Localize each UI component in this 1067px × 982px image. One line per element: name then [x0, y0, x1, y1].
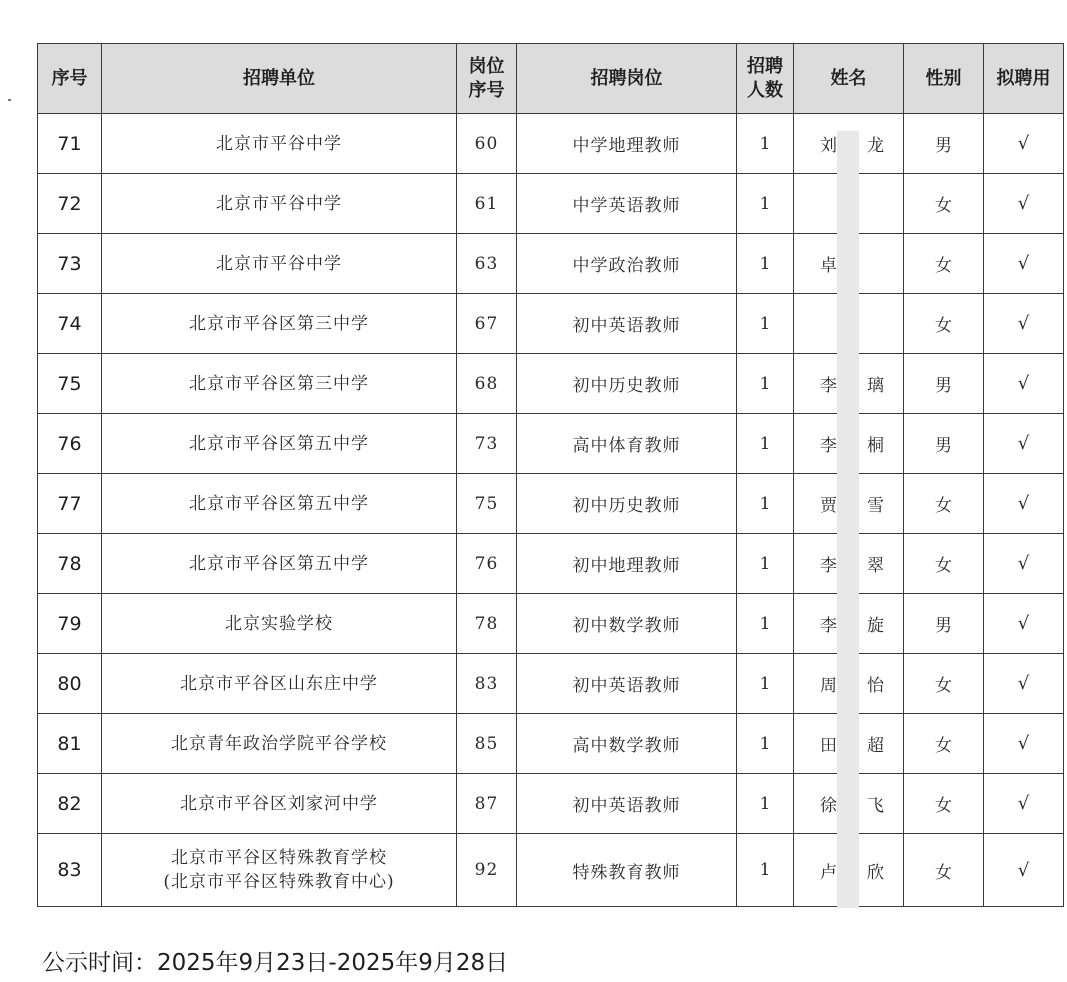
- seq-cell: 73: [38, 234, 102, 294]
- name-last: 欣: [867, 862, 884, 883]
- table-row: [38, 474, 1064, 534]
- position-number-cell: 67: [457, 294, 517, 354]
- gender-cell: 女: [904, 534, 984, 594]
- table-row: [38, 834, 1064, 907]
- name-first: 李: [820, 376, 837, 396]
- position-title-cell: 初中英语教师: [517, 654, 737, 714]
- check-mark: √: [984, 534, 1064, 594]
- gender-cell: 男: [904, 354, 984, 414]
- unit-cell: 北京市平谷区第五中学: [102, 534, 457, 594]
- table-header: [38, 44, 1064, 114]
- hire-count-cell: 1: [737, 354, 794, 414]
- header-proposed-hire: 拟聘用: [984, 44, 1064, 114]
- seq-cell: 80: [38, 654, 102, 714]
- unit-cell: 北京市平谷区刘家河中学: [102, 774, 457, 834]
- check-mark: √: [984, 474, 1064, 534]
- hire-count-cell: 1: [737, 774, 794, 834]
- position-number-cell: 73: [457, 414, 517, 474]
- position-number-cell: 78: [457, 594, 517, 654]
- unit-cell: 北京市平谷区第三中学: [102, 294, 457, 354]
- header-seq: 序号: [38, 44, 102, 114]
- table-row: [38, 354, 1064, 414]
- hire-count-cell: 1: [737, 474, 794, 534]
- seq-cell: 79: [38, 594, 102, 654]
- name-last: 超: [867, 736, 884, 756]
- table-row: [38, 774, 1064, 834]
- hire-count-cell: 1: [737, 594, 794, 654]
- name-first: 贾: [820, 496, 837, 516]
- seq-cell: 81: [38, 714, 102, 774]
- unit-cell: 北京市平谷区第五中学: [102, 414, 457, 474]
- seq-cell: 76: [38, 414, 102, 474]
- header-row: [38, 44, 1064, 114]
- header-hire-count-line1: 招聘: [747, 55, 783, 77]
- table-row: [38, 294, 1064, 354]
- table-body: [38, 114, 1064, 907]
- position-number-cell: 75: [457, 474, 517, 534]
- stray-mark: [8, 99, 11, 101]
- seq-cell: 82: [38, 774, 102, 834]
- header-unit: 招聘单位: [102, 44, 457, 114]
- name-last: 飞: [867, 796, 884, 816]
- check-mark: √: [984, 774, 1064, 834]
- gender-cell: 女: [904, 234, 984, 294]
- name-last: 雪: [867, 496, 884, 516]
- table-row: [38, 234, 1064, 294]
- position-number-cell: 83: [457, 654, 517, 714]
- hire-count-cell: 1: [737, 414, 794, 474]
- position-title-cell: 初中历史教师: [517, 474, 737, 534]
- table-row: [38, 174, 1064, 234]
- unit-cell: 北京市平谷区山东庄中学: [102, 654, 457, 714]
- seq-cell: 75: [38, 354, 102, 414]
- gender-cell: 女: [904, 714, 984, 774]
- check-mark: √: [984, 414, 1064, 474]
- header-position-title: 招聘岗位: [517, 44, 737, 114]
- unit-cell: 北京市平谷中学: [102, 234, 457, 294]
- gender-cell: 女: [904, 774, 984, 834]
- position-title-cell: 初中地理教师: [517, 534, 737, 594]
- header-hire-count: [737, 44, 794, 114]
- unit-cell: 北京市平谷中学: [102, 174, 457, 234]
- position-title-cell: 初中英语教师: [517, 774, 737, 834]
- position-title-cell: 中学地理教师: [517, 114, 737, 174]
- table-row: [38, 414, 1064, 474]
- name-first: 周: [820, 676, 837, 696]
- table-row: [38, 714, 1064, 774]
- publicity-period-notice: 公示时间：2025年9月23日-2025年9月28日: [42, 950, 509, 976]
- position-title-cell: 高中数学教师: [517, 714, 737, 774]
- gender-cell: 男: [904, 594, 984, 654]
- table-row: [38, 114, 1064, 174]
- gender-cell: 女: [904, 474, 984, 534]
- name-first: 李: [820, 616, 837, 636]
- unit-cell: 北京实验学校: [102, 594, 457, 654]
- position-number-cell: 87: [457, 774, 517, 834]
- position-title-cell: 特殊教育教师: [517, 834, 737, 907]
- header-name: 姓名: [794, 44, 904, 114]
- unit-cell: 北京青年政治学院平谷学校: [102, 714, 457, 774]
- position-number-cell: 92: [457, 834, 517, 907]
- hire-count-cell: 1: [737, 834, 794, 907]
- unit-cell: [102, 834, 457, 907]
- position-number-cell: 76: [457, 534, 517, 594]
- name-first: 李: [820, 436, 837, 456]
- hire-count-cell: 1: [737, 534, 794, 594]
- position-number-cell: 85: [457, 714, 517, 774]
- hiring-roster-table: [37, 43, 1064, 907]
- check-mark: √: [984, 834, 1064, 907]
- name-first: 田: [820, 736, 837, 756]
- position-number-cell: 68: [457, 354, 517, 414]
- table-row: [38, 534, 1064, 594]
- gender-cell: 男: [904, 414, 984, 474]
- header-position-number-line1: 岗位: [468, 55, 505, 77]
- seq-cell: 83: [38, 834, 102, 907]
- seq-cell: 74: [38, 294, 102, 354]
- position-title-cell: 中学英语教师: [517, 174, 737, 234]
- gender-cell: 女: [904, 294, 984, 354]
- seq-cell: 78: [38, 534, 102, 594]
- position-title-cell: 初中历史教师: [517, 354, 737, 414]
- header-hire-count-line2: 人数: [747, 79, 783, 101]
- gender-cell: 女: [904, 654, 984, 714]
- name-first: 刘: [820, 136, 837, 156]
- hire-count-cell: 1: [737, 174, 794, 234]
- unit-cell: 北京市平谷区第五中学: [102, 474, 457, 534]
- unit-line1: 北京市平谷区特殊教育学校: [171, 848, 387, 868]
- name-last: 怡: [867, 676, 884, 696]
- name-last: 龙: [867, 136, 884, 156]
- seq-cell: 72: [38, 174, 102, 234]
- check-mark: √: [984, 354, 1064, 414]
- unit-cell: 北京市平谷中学: [102, 114, 457, 174]
- name-last: 旋: [867, 616, 884, 636]
- table-row: [38, 654, 1064, 714]
- check-mark: √: [984, 654, 1064, 714]
- hire-count-cell: 1: [737, 714, 794, 774]
- position-number-cell: 63: [457, 234, 517, 294]
- name-last: 桐: [867, 436, 884, 456]
- table-row: [38, 594, 1064, 654]
- check-mark: √: [984, 294, 1064, 354]
- name-first: 李: [820, 556, 837, 576]
- header-gender: 性别: [904, 44, 984, 114]
- hire-count-cell: 1: [737, 114, 794, 174]
- position-title-cell: 中学政治教师: [517, 234, 737, 294]
- hire-count-cell: 1: [737, 234, 794, 294]
- gender-cell: 女: [904, 834, 984, 907]
- header-position-number: [457, 44, 517, 114]
- header-position-number-line2: 序号: [468, 79, 505, 101]
- check-mark: √: [984, 114, 1064, 174]
- position-title-cell: 初中数学教师: [517, 594, 737, 654]
- name-redaction-strip: [837, 131, 859, 908]
- seq-cell: 77: [38, 474, 102, 534]
- position-title-cell: 初中英语教师: [517, 294, 737, 354]
- position-title-cell: 高中体育教师: [517, 414, 737, 474]
- check-mark: √: [984, 714, 1064, 774]
- check-mark: √: [984, 594, 1064, 654]
- position-number-cell: 61: [457, 174, 517, 234]
- hire-count-cell: 1: [737, 294, 794, 354]
- seq-cell: 71: [38, 114, 102, 174]
- check-mark: √: [984, 174, 1064, 234]
- name-last: 翠: [867, 556, 884, 576]
- name-first: 徐: [820, 796, 837, 816]
- gender-cell: 男: [904, 114, 984, 174]
- hire-count-cell: 1: [737, 654, 794, 714]
- name-first: 卓: [820, 256, 837, 276]
- position-number-cell: 60: [457, 114, 517, 174]
- gender-cell: 女: [904, 174, 984, 234]
- unit-line2: (北京市平谷区特殊教育中心): [163, 872, 395, 892]
- name-first: 卢: [820, 862, 837, 883]
- check-mark: √: [984, 234, 1064, 294]
- unit-cell: 北京市平谷区第三中学: [102, 354, 457, 414]
- name-last: 璃: [867, 376, 884, 396]
